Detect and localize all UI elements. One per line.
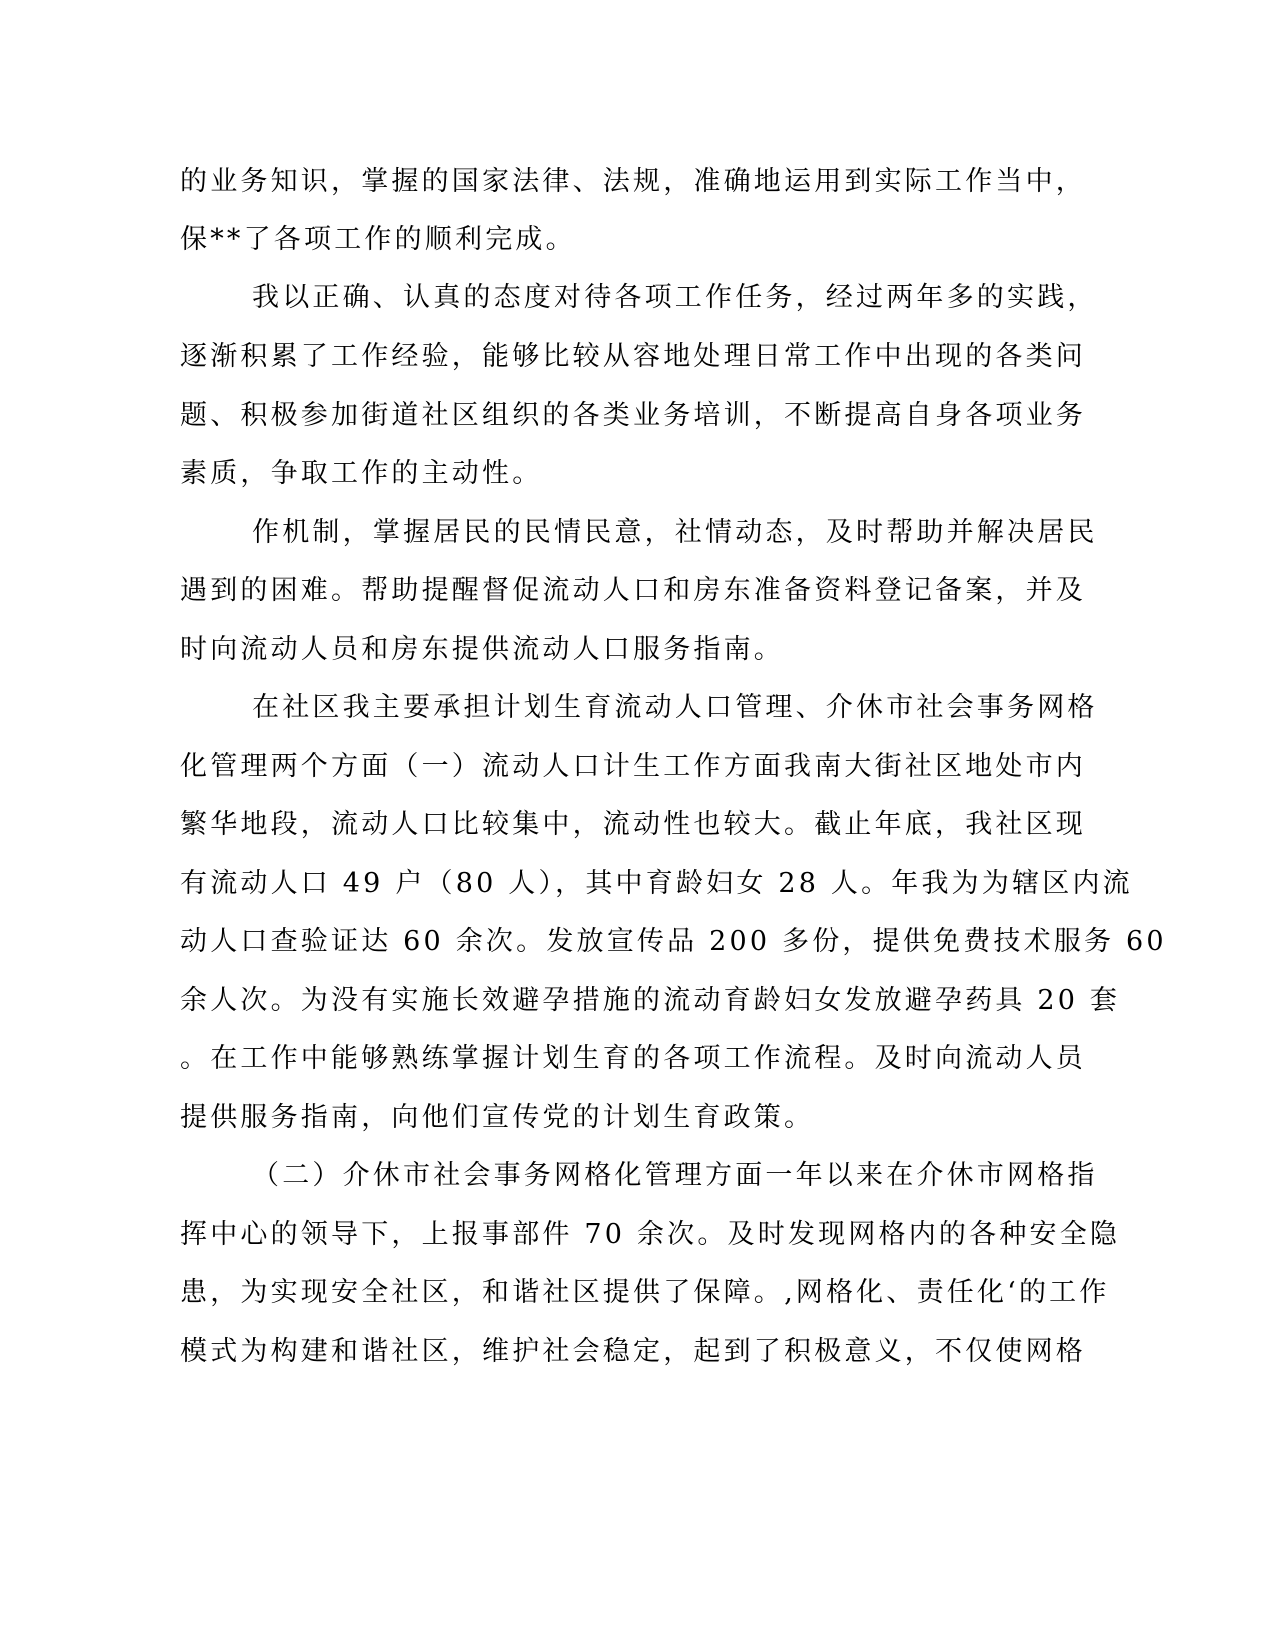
text-line: 动人口查验证达 60 余次。发放宣传品 200 多份，提供免费技术服务 60 (180, 926, 1167, 957)
text-line: 题、积极参加街道社区组织的各类业务培训，不断提高自身各项业务 (180, 400, 1086, 431)
paragraph-first-line: 在社区我主要承担计划生育流动人口管理、介休市社会事务网格 (252, 692, 1098, 723)
text-line: 时向流动人员和房东提供流动人口服务指南。 (180, 634, 784, 665)
text-line: 化管理两个方面（一）流动人口计生工作方面我南大街社区地处市内 (180, 751, 1086, 782)
text-line: 模式为构建和谐社区，维护社会稳定，起到了积极意义，不仅使网格 (180, 1336, 1086, 1367)
paragraph-first-line: （二）介休市社会事务网格化管理方面一年以来在介休市网格指 (252, 1160, 1098, 1191)
text-line: 余人次。为没有实施长效避孕措施的流动育龄妇女发放避孕药具 20 套 (180, 985, 1121, 1016)
paragraph-first-line: 作机制，掌握居民的民情民意，社情动态，及时帮助并解决居民 (252, 517, 1098, 548)
text-line: 繁华地段，流动人口比较集中，流动性也较大。截止年底，我社区现 (180, 809, 1086, 840)
text-line: 患，为实现安全社区，和谐社区提供了保障。‚网格化、责任化‘的工作 (180, 1277, 1110, 1308)
text-line: 保**了各项工作的顺利完成。 (180, 224, 576, 255)
text-line: 素质，争取工作的主动性。 (180, 458, 543, 489)
text-line: 提供服务指南，向他们宣传党的计划生育政策。 (180, 1102, 815, 1133)
text-line: 挥中心的领导下，上报事部件 70 余次。及时发现网格内的各种安全隐 (180, 1219, 1121, 1250)
text-line: 逐渐积累了工作经验，能够比较从容地处理日常工作中出现的各类问 (180, 341, 1086, 372)
text-line: 遇到的困难。帮助提醒督促流动人口和房东准备资料登记备案，并及 (180, 575, 1086, 606)
text-line: 的业务知识，掌握的国家法律、法规，准确地运用到实际工作当中， (180, 166, 1086, 197)
text-line: 有流动人口 49 户（80 人），其中育龄妇女 28 人。年我为为辖区内流 (180, 868, 1133, 899)
text-line: 。在工作中能够熟练掌握计划生育的各项工作流程。及时向流动人员 (180, 1043, 1086, 1074)
paragraph-first-line: 我以正确、认真的态度对待各项工作任务，经过两年多的实践， (252, 282, 1098, 313)
